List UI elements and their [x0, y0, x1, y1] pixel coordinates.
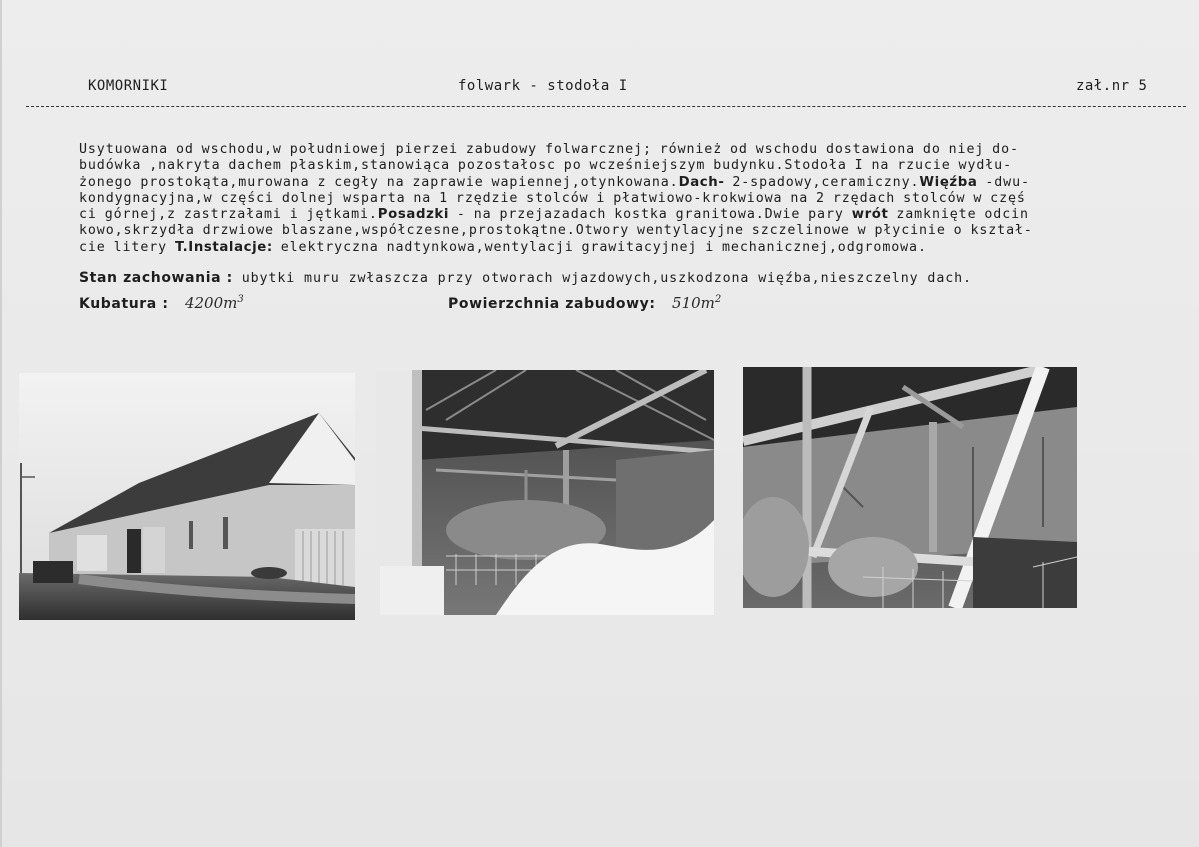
- header-attachment-number: zał.nr 5: [1076, 78, 1148, 94]
- kubatura-value: $4200m^3$: [184, 294, 244, 312]
- kubatura-field: [79, 294, 244, 312]
- description-line: żonego prostokąta,murowana z cegły na zaprawie wapiennej,otynkowana.Dach- 2-spadowy,ceramiczny.Więźba -dwu-: [79, 174, 1030, 190]
- description-line: budówka ,nakryta dachem płaskim,stanowiąca pozostałosc po wcześniejszym budynku.Stodoła I na rzucie wydłu-: [79, 158, 1012, 174]
- description-line: ci górnej,z zastrzałami i jętkami.Posadzki - na przejazadach kostka granitowa.Dwie pary wrót zamknięte odcin: [79, 207, 1029, 223]
- description-line: kowo,skrzydła drzwiowe blaszane,współczesne,prostokątne.Otwory wentylacyjne szczelinowe w płycinie o kształ-: [79, 223, 1033, 239]
- label-posadzki: Posadzki: [377, 207, 450, 223]
- condition-value: ubytki muru zwłaszcza przy otworach wjazdowych,uszkodzona więźba,nieszczelny dach.: [232, 271, 972, 286]
- label-wrot: wrót: [851, 207, 889, 223]
- description-line: Usytuowana od wschodu,w południowej pierzei zabudowy folwarcznej; również od wschodu dostawiona do niej do-: [79, 142, 1019, 157]
- photo-barn-interior-frame: [743, 367, 1077, 608]
- label-dach: Dach-: [678, 174, 725, 190]
- condition-label: Stan zachowania :: [79, 270, 233, 286]
- photo-barn-exterior: [19, 373, 355, 620]
- condition-statement: [79, 270, 972, 286]
- powierzchnia-field: [448, 294, 721, 312]
- kubatura-label: Kubatura :: [79, 296, 169, 312]
- header-title: folwark - stodoła I: [458, 78, 628, 94]
- description-line: cie litery T.Instalacje: elektryczna nadtynkowa,wentylacji grawitacyjnej i mechanicznej,odgromowa.: [79, 239, 927, 255]
- label-instalacje: T.Instalacje:: [174, 239, 273, 255]
- header-location: KOMORNIKI: [88, 78, 169, 94]
- description-line: kondygnacyjna,w części dolnej wsparta na 1 rzędzie stolców i płatwiowo-krokwiowa na 2 rzędach stolców w częś: [79, 190, 1026, 206]
- header-divider: [26, 106, 1186, 107]
- powierzchnia-value: $510m^2$: [672, 294, 722, 312]
- description-text: [79, 142, 1184, 256]
- photo-barn-interior-hay: [376, 370, 714, 615]
- label-wiezba: Więźba: [919, 174, 978, 190]
- powierzchnia-label: Powierzchnia zabudowy:: [448, 296, 656, 312]
